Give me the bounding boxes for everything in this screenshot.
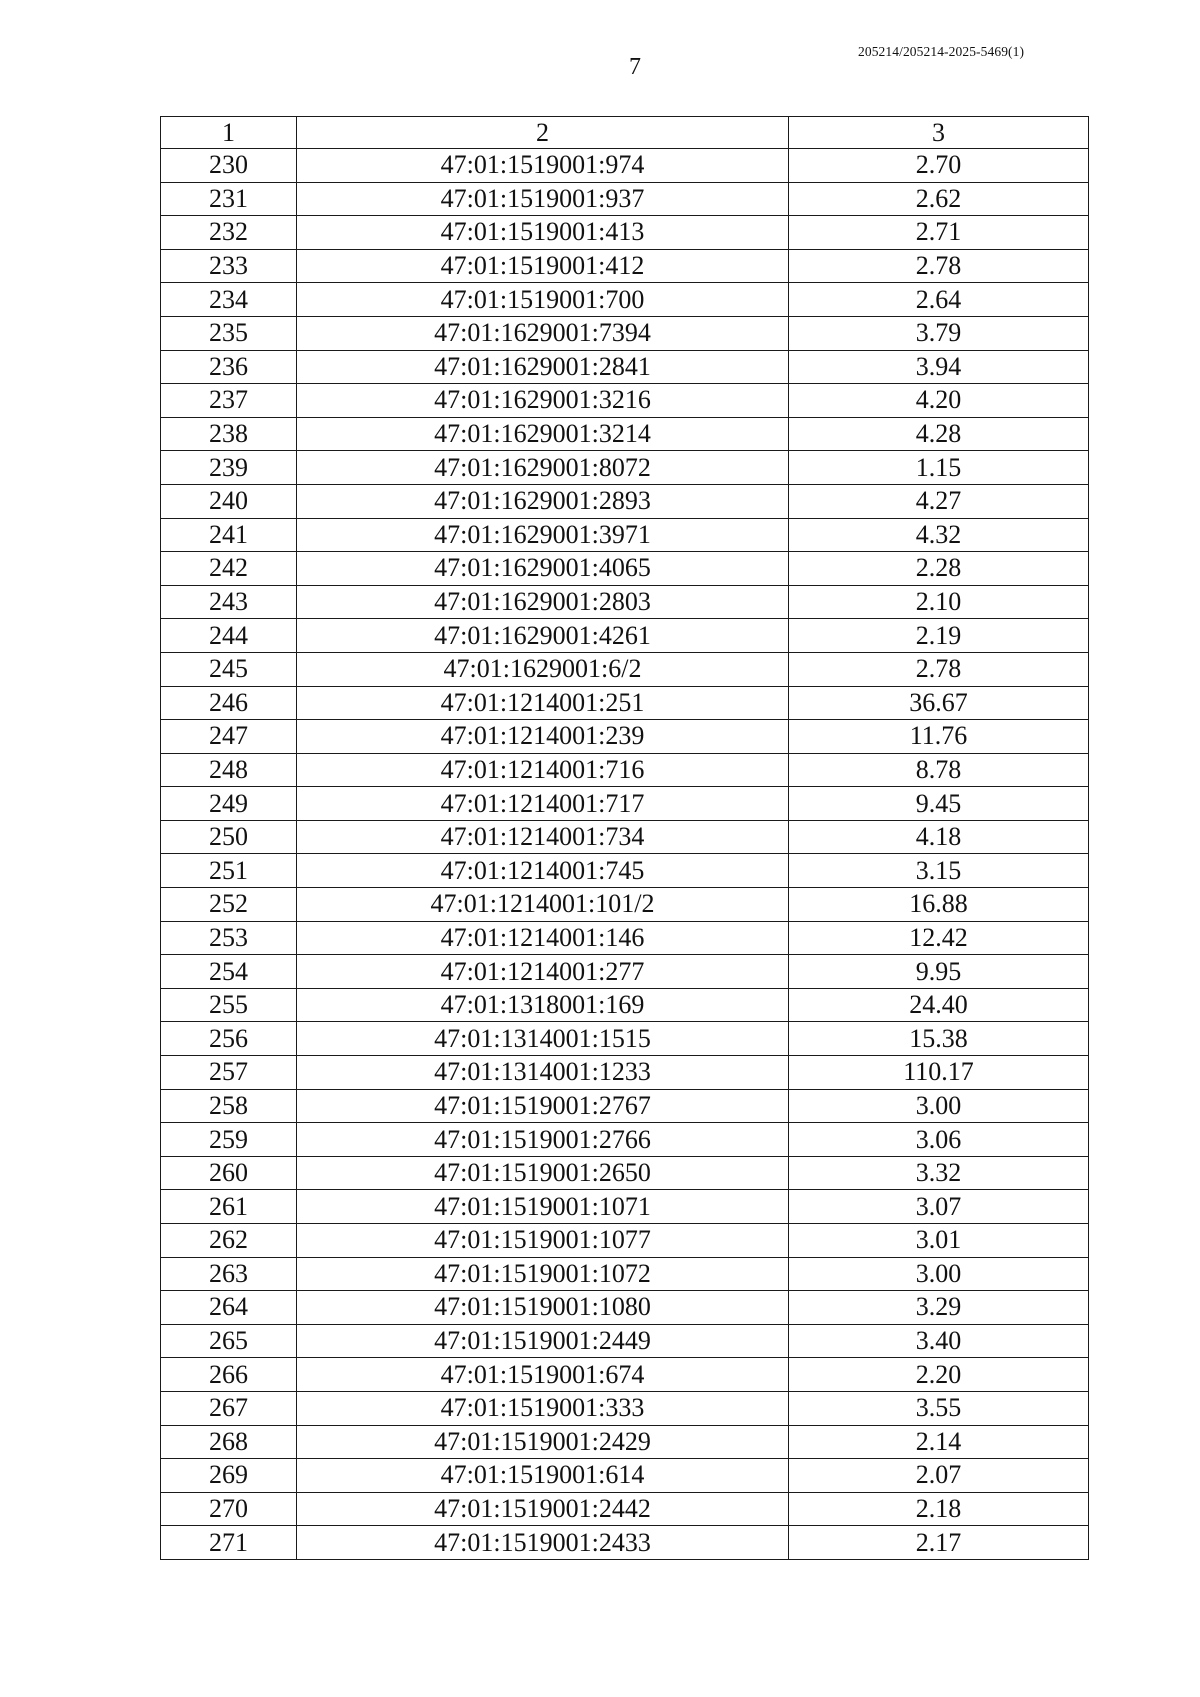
row-number-cell: 257: [161, 1056, 297, 1090]
value-cell: 12.42: [789, 921, 1089, 955]
table-row: [161, 1492, 1089, 1526]
cadastral-number-cell: 47:01:1519001:614: [297, 1459, 789, 1493]
cadastral-number-cell: 47:01:1629001:2803: [297, 585, 789, 619]
table-row: [161, 249, 1089, 283]
row-number-cell: 253: [161, 921, 297, 955]
value-cell: 3.00: [789, 1089, 1089, 1123]
row-number-cell: 269: [161, 1459, 297, 1493]
row-number-cell: 262: [161, 1224, 297, 1258]
cadastral-number-cell: 47:01:1519001:2449: [297, 1324, 789, 1358]
cadastral-number-cell: 47:01:1519001:974: [297, 149, 789, 183]
row-number-cell: 232: [161, 216, 297, 250]
value-cell: 3.00: [789, 1257, 1089, 1291]
row-number-cell: 237: [161, 384, 297, 418]
value-cell: 2.71: [789, 216, 1089, 250]
cadastral-number-cell: 47:01:1629001:7394: [297, 316, 789, 350]
cadastral-number-cell: 47:01:1629001:4261: [297, 619, 789, 653]
cadastral-number-cell: 47:01:1629001:2893: [297, 484, 789, 518]
table-row: [161, 686, 1089, 720]
table-row: [161, 1324, 1089, 1358]
value-cell: 3.07: [789, 1190, 1089, 1224]
value-cell: 11.76: [789, 720, 1089, 754]
row-number-cell: 230: [161, 149, 297, 183]
value-cell: 9.45: [789, 787, 1089, 821]
cadastral-number-cell: 47:01:1214001:146: [297, 921, 789, 955]
cadastral-number-cell: 47:01:1214001:101/2: [297, 888, 789, 922]
table-row: [161, 1056, 1089, 1090]
cadastral-number-cell: 47:01:1519001:1072: [297, 1257, 789, 1291]
cadastral-number-cell: 47:01:1519001:1071: [297, 1190, 789, 1224]
table-row: [161, 955, 1089, 989]
document-reference: 205214/205214-2025-5469(1): [858, 44, 1025, 59]
cadastral-number-cell: 47:01:1629001:8072: [297, 451, 789, 485]
row-number-cell: 270: [161, 1492, 297, 1526]
value-cell: 3.29: [789, 1291, 1089, 1325]
value-cell: 2.28: [789, 552, 1089, 586]
table-row: [161, 451, 1089, 485]
value-cell: 15.38: [789, 1022, 1089, 1056]
table-row: [161, 384, 1089, 418]
row-number-cell: 246: [161, 686, 297, 720]
value-cell: 36.67: [789, 686, 1089, 720]
value-cell: 2.64: [789, 283, 1089, 317]
row-number-cell: 249: [161, 787, 297, 821]
table-row: [161, 182, 1089, 216]
table-row: [161, 518, 1089, 552]
value-cell: 2.17: [789, 1526, 1089, 1560]
table-row: [161, 484, 1089, 518]
parcel-table: [160, 116, 1089, 1560]
table-body: [161, 149, 1089, 1560]
table-row: [161, 787, 1089, 821]
row-number-cell: 267: [161, 1391, 297, 1425]
row-number-cell: 239: [161, 451, 297, 485]
table-row: [161, 854, 1089, 888]
value-cell: 3.01: [789, 1224, 1089, 1258]
row-number-cell: 255: [161, 988, 297, 1022]
value-cell: 3.32: [789, 1156, 1089, 1190]
cadastral-number-cell: 47:01:1519001:2442: [297, 1492, 789, 1526]
value-cell: 16.88: [789, 888, 1089, 922]
row-number-cell: 254: [161, 955, 297, 989]
value-cell: 2.70: [789, 149, 1089, 183]
row-number-cell: 233: [161, 249, 297, 283]
table-row: [161, 1224, 1089, 1258]
value-cell: 2.14: [789, 1425, 1089, 1459]
value-cell: 3.79: [789, 316, 1089, 350]
table-row: [161, 720, 1089, 754]
value-cell: 3.55: [789, 1391, 1089, 1425]
row-number-cell: 234: [161, 283, 297, 317]
table-row: [161, 1089, 1089, 1123]
table-row: [161, 1526, 1089, 1560]
cadastral-number-cell: 47:01:1629001:3216: [297, 384, 789, 418]
row-number-cell: 251: [161, 854, 297, 888]
row-number-cell: 240: [161, 484, 297, 518]
value-cell: 2.62: [789, 182, 1089, 216]
value-cell: 110.17: [789, 1056, 1089, 1090]
row-number-cell: 238: [161, 417, 297, 451]
value-cell: 4.32: [789, 518, 1089, 552]
value-cell: 9.95: [789, 955, 1089, 989]
table-row: [161, 619, 1089, 653]
value-cell: 3.40: [789, 1324, 1089, 1358]
table-row: [161, 1190, 1089, 1224]
row-number-cell: 265: [161, 1324, 297, 1358]
row-number-cell: 271: [161, 1526, 297, 1560]
cadastral-number-cell: 47:01:1214001:716: [297, 753, 789, 787]
table-row: [161, 988, 1089, 1022]
table-row: [161, 652, 1089, 686]
row-number-cell: 244: [161, 619, 297, 653]
cadastral-number-cell: 47:01:1519001:2429: [297, 1425, 789, 1459]
row-number-cell: 235: [161, 316, 297, 350]
cadastral-number-cell: 47:01:1519001:2650: [297, 1156, 789, 1190]
value-cell: 8.78: [789, 753, 1089, 787]
cadastral-number-cell: 47:01:1629001:4065: [297, 552, 789, 586]
cadastral-number-cell: 47:01:1519001:937: [297, 182, 789, 216]
table-row: [161, 216, 1089, 250]
table-row: [161, 753, 1089, 787]
page-number: 7: [629, 54, 641, 80]
cadastral-number-cell: 47:01:1214001:239: [297, 720, 789, 754]
cadastral-number-cell: 47:01:1214001:277: [297, 955, 789, 989]
value-cell: 2.20: [789, 1358, 1089, 1392]
table-row: [161, 1425, 1089, 1459]
table-row: [161, 1022, 1089, 1056]
row-number-cell: 268: [161, 1425, 297, 1459]
table-row: [161, 1123, 1089, 1157]
cadastral-number-cell: 47:01:1519001:2766: [297, 1123, 789, 1157]
value-cell: 4.27: [789, 484, 1089, 518]
value-cell: 3.15: [789, 854, 1089, 888]
cadastral-number-cell: 47:01:1314001:1233: [297, 1056, 789, 1090]
cadastral-number-cell: 47:01:1519001:1080: [297, 1291, 789, 1325]
cadastral-number-cell: 47:01:1318001:169: [297, 988, 789, 1022]
cadastral-number-cell: 47:01:1629001:2841: [297, 350, 789, 384]
row-number-cell: 260: [161, 1156, 297, 1190]
table-row: [161, 921, 1089, 955]
parcel-table-container: [160, 116, 1088, 1560]
table-row: [161, 316, 1089, 350]
value-cell: 4.20: [789, 384, 1089, 418]
row-number-cell: 241: [161, 518, 297, 552]
cadastral-number-cell: 47:01:1214001:734: [297, 820, 789, 854]
value-cell: 2.19: [789, 619, 1089, 653]
row-number-cell: 231: [161, 182, 297, 216]
cadastral-number-cell: 47:01:1519001:333: [297, 1391, 789, 1425]
cadastral-number-cell: 47:01:1629001:3971: [297, 518, 789, 552]
value-cell: 24.40: [789, 988, 1089, 1022]
row-number-cell: 264: [161, 1291, 297, 1325]
table-header-row: [161, 117, 1089, 149]
value-cell: 2.78: [789, 249, 1089, 283]
value-cell: 3.06: [789, 1123, 1089, 1157]
row-number-cell: 236: [161, 350, 297, 384]
value-cell: 2.07: [789, 1459, 1089, 1493]
value-cell: 2.10: [789, 585, 1089, 619]
cadastral-number-cell: 47:01:1519001:700: [297, 283, 789, 317]
row-number-cell: 245: [161, 652, 297, 686]
table-row: [161, 552, 1089, 586]
cadastral-number-cell: 47:01:1519001:413: [297, 216, 789, 250]
column-header-number: 1: [161, 117, 297, 149]
table-row: [161, 888, 1089, 922]
row-number-cell: 263: [161, 1257, 297, 1291]
table-row: [161, 585, 1089, 619]
table-row: [161, 820, 1089, 854]
value-cell: 4.28: [789, 417, 1089, 451]
table-row: [161, 1358, 1089, 1392]
table-row: [161, 1291, 1089, 1325]
row-number-cell: 261: [161, 1190, 297, 1224]
table-row: [161, 417, 1089, 451]
row-number-cell: 252: [161, 888, 297, 922]
cadastral-number-cell: 47:01:1519001:2433: [297, 1526, 789, 1560]
cadastral-number-cell: 47:01:1519001:2767: [297, 1089, 789, 1123]
cadastral-number-cell: 47:01:1519001:1077: [297, 1224, 789, 1258]
row-number-cell: 266: [161, 1358, 297, 1392]
row-number-cell: 242: [161, 552, 297, 586]
cadastral-number-cell: 47:01:1214001:717: [297, 787, 789, 821]
value-cell: 2.18: [789, 1492, 1089, 1526]
table-row: [161, 1156, 1089, 1190]
value-cell: 3.94: [789, 350, 1089, 384]
row-number-cell: 243: [161, 585, 297, 619]
cadastral-number-cell: 47:01:1519001:674: [297, 1358, 789, 1392]
row-number-cell: 258: [161, 1089, 297, 1123]
cadastral-number-cell: 47:01:1519001:412: [297, 249, 789, 283]
cadastral-number-cell: 47:01:1629001:6/2: [297, 652, 789, 686]
table-row: [161, 283, 1089, 317]
row-number-cell: 250: [161, 820, 297, 854]
column-header-cadastral: 2: [297, 117, 789, 149]
cadastral-number-cell: 47:01:1629001:3214: [297, 417, 789, 451]
value-cell: 2.78: [789, 652, 1089, 686]
table-row: [161, 1459, 1089, 1493]
row-number-cell: 256: [161, 1022, 297, 1056]
row-number-cell: 247: [161, 720, 297, 754]
cadastral-number-cell: 47:01:1314001:1515: [297, 1022, 789, 1056]
row-number-cell: 259: [161, 1123, 297, 1157]
table-row: [161, 350, 1089, 384]
table-row: [161, 1391, 1089, 1425]
table-row: [161, 1257, 1089, 1291]
row-number-cell: 248: [161, 753, 297, 787]
table-row: [161, 149, 1089, 183]
column-header-value: 3: [789, 117, 1089, 149]
value-cell: 1.15: [789, 451, 1089, 485]
value-cell: 4.18: [789, 820, 1089, 854]
cadastral-number-cell: 47:01:1214001:251: [297, 686, 789, 720]
cadastral-number-cell: 47:01:1214001:745: [297, 854, 789, 888]
